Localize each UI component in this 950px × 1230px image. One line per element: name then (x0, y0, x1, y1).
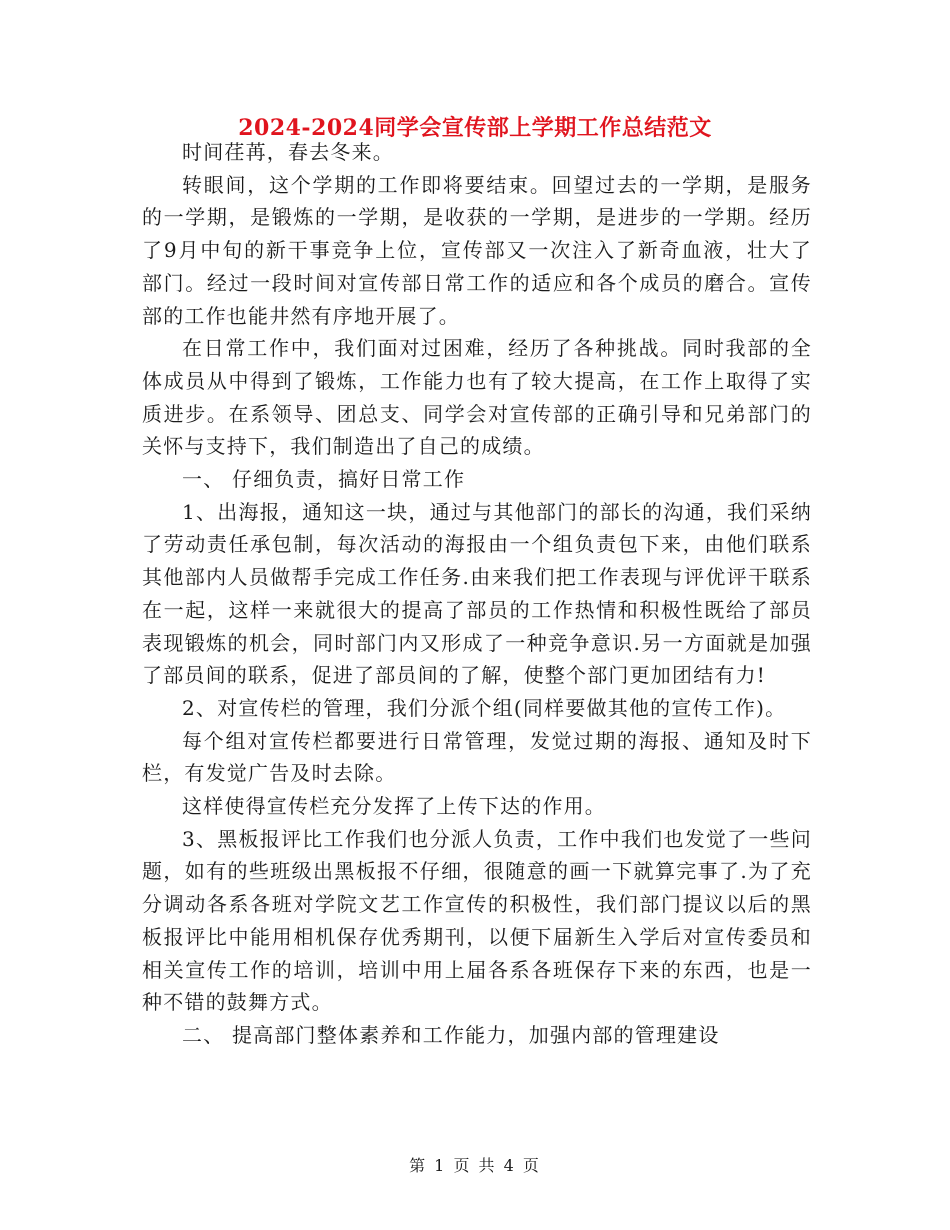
paragraph-item-2-result: 这样使得宣传栏充分发挥了上传下达的作用。 (182, 794, 606, 819)
section-heading-1: 一、 仔细负责，搞好日常工作 (182, 467, 466, 492)
page-footer: 第 1 页 共 4 页 (409, 1156, 541, 1175)
section-heading-2: 二、 提高部门整体素养和工作能力，加强内部的管理建设 (182, 1022, 720, 1047)
paragraph-intro: 时间荏苒，春去冬来。 (182, 140, 394, 164)
paragraph-item-3: 3、黑板报评比工作我们也分派人负责，工作中我们也发觉了一些问题，如有的些班级出黑板报不仔细，很随意的画一下就算完事了.为了充分调动各系各班对学院文艺工作宣传的积极性，我们部门提议以后的黑板报评比中能用相机保存优秀期刊，以便下届新生入学后对宣传委员和相关宣传工作的培训，培训中用上届各系各班保存下来的东西，也是一种不错的鼓舞方式。 (142, 826, 812, 1015)
paragraph-item-2: 2、对宣传栏的管理，我们分派个组(同样要做其他的宣传工作)。 (182, 695, 787, 720)
paragraph-item-1: 1、出海报，通知这一块，通过与其他部门的部长的沟通，我们采纳了劳动责任承包制，每次活动的海报由一个组负责包下来，由他们联系其他部内人员做帮手完成工作任务.由来我们把工作表现与评优评干联系在一起，这样一来就很大的提高了部员的工作热情和积极性既给了部员表现锻炼的机会，同时部门内又形成了一种竞争意识.另一方面就是加强了部员间的联系，促进了部员间的了解，使整个部门更加团结有力! (142, 499, 812, 688)
paragraph-item-2-detail: 每个组对宣传栏都要进行日常管理，发觉过期的海报、通知及时下栏，有发觉广告及时去除。 (142, 728, 812, 786)
document-title: 2024-2024同学会宣传部上学期工作总结范文 (238, 115, 712, 141)
paragraph-challenges: 在日常工作中，我们面对过困难，经历了各种挑战。同时我部的全体成员从中得到了锻炼，工作能力也有了较大提高，在工作上取得了实质进步。在系领导、团总支、同学会对宣传部的正确引导和兄弟部门的关怀与支持下，我们制造出了自己的成绩。 (142, 336, 812, 459)
document-body (142, 136, 812, 1052)
paragraph-overview: 转眼间，这个学期的工作即将要结束。回望过去的一学期，是服务的一学期，是锻炼的一学期，是收获的一学期，是进步的一学期。经历了9月中旬的新干事竞争上位，宣传部又一次注入了新奇血液，壮大了部门。经过一段时间对宣传部日常工作的适应和各个成员的磨合。宣传部的工作也能井然有序地开展了。 (142, 172, 812, 328)
